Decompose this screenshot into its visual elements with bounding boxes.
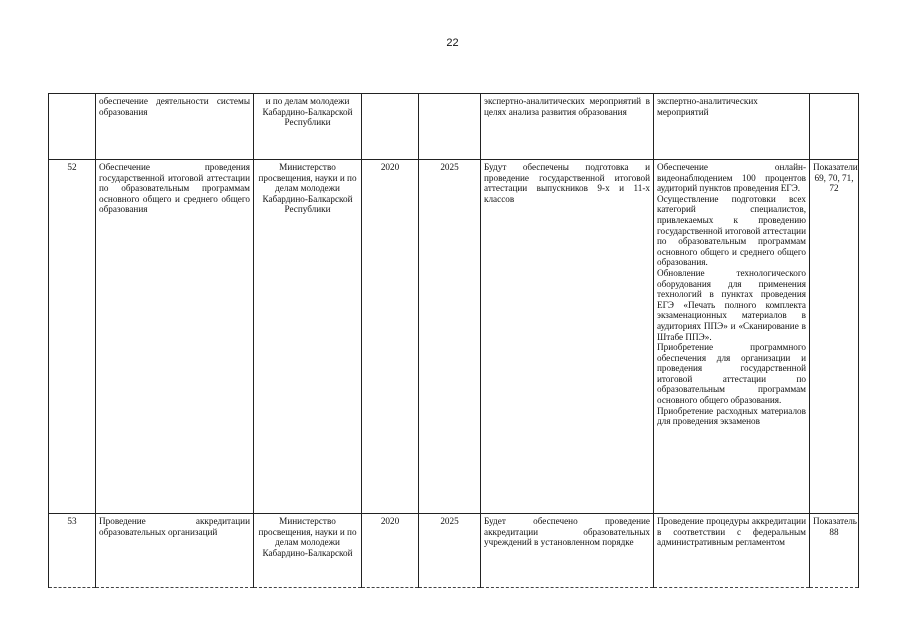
activities-cell xyxy=(654,94,810,160)
indicator-cell: Показатели 69, 70, 71, 72 xyxy=(810,160,859,514)
activity-item: Проведение процедуры аккредитации в соответствии с федеральным административным регламентом xyxy=(657,516,806,548)
table-row xyxy=(49,160,859,514)
expected-result-cell: Будет обеспечено проведение аккредитации образовательных учреждений в установленном порядке xyxy=(481,514,654,588)
end-year-cell xyxy=(419,94,481,160)
start-year-cell: 2020 xyxy=(362,514,419,588)
indicator-cell: Показатель 88 xyxy=(810,514,859,588)
end-year-cell: 2025 xyxy=(419,514,481,588)
activity-item: Приобретение расходных материалов для проведения экзаменов xyxy=(657,405,806,427)
table-row xyxy=(49,94,859,160)
activity-item: экспертно-аналитических мероприятий xyxy=(657,96,758,117)
activity-item: Обеспечение онлайн-видеонаблюдением 100 процентов аудиторий пунктов проведения ЕГЭ. xyxy=(657,162,806,194)
responsible-cell: и по делам молодежи Кабардино-Балкарской Республики xyxy=(254,94,362,160)
activity-item: Приобретение программного обеспечения для организации и проведения государственной итоговой аттестации по образовательным программам основного общего образования. xyxy=(657,342,806,406)
responsible-cell: Министерство просвещения, науки и по делам молодежи Кабардино-Балкарской xyxy=(254,514,362,588)
activity-item: Осуществление подготовки всех категорий специалистов, привлекаемых к проведению государственной итоговой аттестации по образовательным программам основного общего и среднего общего образования. xyxy=(657,193,806,268)
table-row xyxy=(49,514,859,588)
activities-cell xyxy=(654,514,810,588)
start-year-cell xyxy=(362,94,419,160)
measure-cell: Проведение аккредитации образовательных организаций xyxy=(96,514,254,588)
responsible-cell: Министерство просвещения, науки и по делам молодежи Кабардино-Балкарской Республики xyxy=(254,160,362,514)
expected-result-cell: Будут обеспечены подготовка и проведение государственной итоговой аттестации выпускников 9-х и 11-х классов xyxy=(481,160,654,514)
measure-cell: Обеспечение проведения государственной итоговой аттестации по образовательным программам основного общего и среднего общего образования xyxy=(96,160,254,514)
row-number xyxy=(49,94,96,160)
start-year-cell: 2020 xyxy=(362,160,419,514)
measures-table xyxy=(48,93,859,588)
end-year-cell: 2025 xyxy=(419,160,481,514)
row-number: 52 xyxy=(49,160,96,514)
indicator-cell xyxy=(810,94,859,160)
expected-result-cell: экспертно-аналитических мероприятий в целях анализа развития образования xyxy=(481,94,654,160)
measure-cell: обеспечение деятельности системы образования xyxy=(96,94,254,160)
row-number: 53 xyxy=(49,514,96,588)
page-number: 22 xyxy=(446,37,459,49)
activity-item: Обновление технологического оборудования для применения технологий в пунктах проведения ЕГЭ «Печать полного комплекта экзаменационных материалов в аудиториях ППЭ» и «Сканирование в Штабе ППЭ». xyxy=(657,267,806,342)
activities-cell xyxy=(654,160,810,514)
